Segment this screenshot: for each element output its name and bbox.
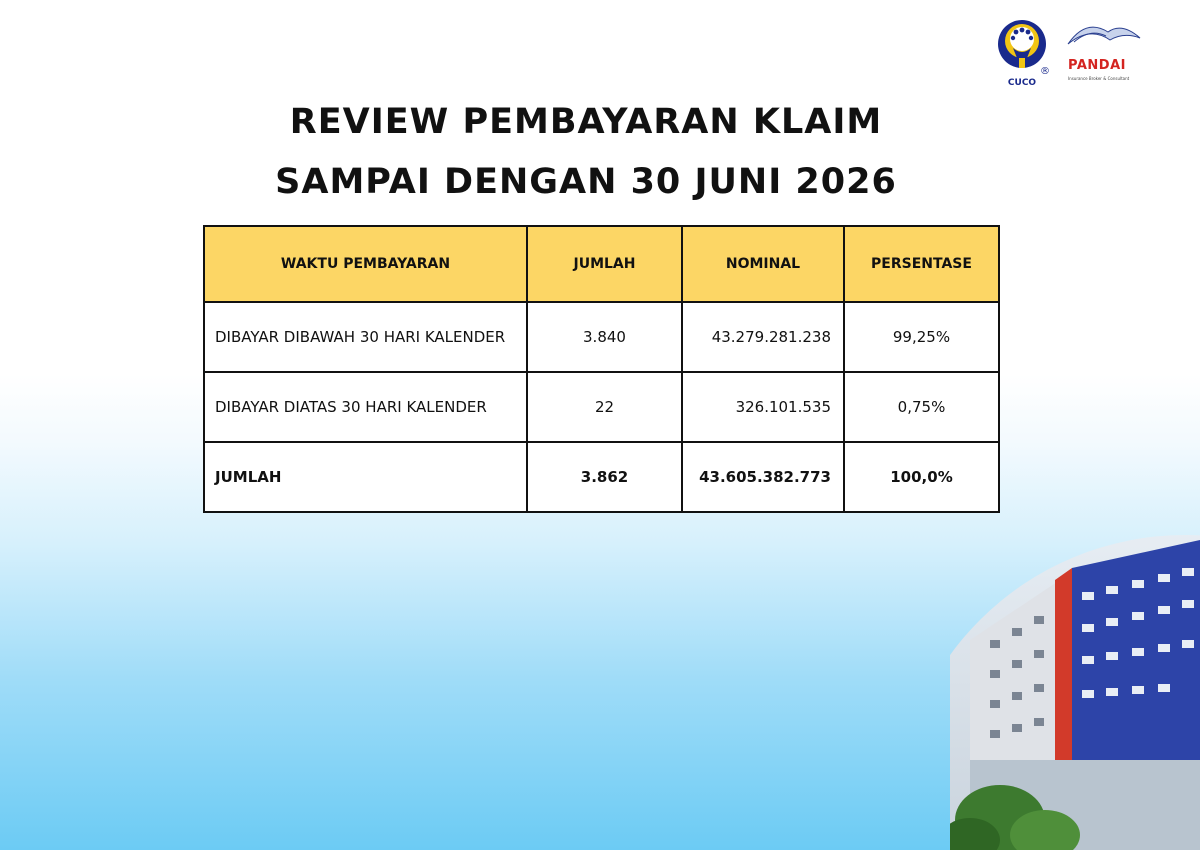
table-row [204,302,999,372]
cell-waktu: DIBAYAR DIBAWAH 30 HARI KALENDER [204,302,527,372]
header-nominal: NOMINAL [682,226,844,302]
header-jumlah: JUMLAH [527,226,682,302]
logo-group [996,14,1142,96]
total-nominal: 43.605.382.773 [682,442,844,512]
cell-jumlah: 3.840 [527,302,682,372]
pandai-tagline: Insurance Broker & Consultant [1068,76,1130,81]
claims-review-table [203,225,1000,513]
page-title [0,92,1172,212]
pandai-logo-text: PANDAI [1068,58,1126,73]
pandai-logo [1066,14,1142,96]
cuco-logo [996,14,1058,96]
total-jumlah: 3.862 [527,442,682,512]
table-row [204,372,999,442]
title-line-1: REVIEW PEMBAYARAN KLAIM [289,102,883,142]
title-line-2: SAMPAI DENGAN 30 JUNI 2026 [275,162,897,202]
registered-mark: ® [1040,66,1050,77]
cell-persentase: 99,25% [844,302,999,372]
table-header-row [204,226,999,302]
cell-jumlah: 22 [527,372,682,442]
total-label: JUMLAH [204,442,527,512]
cell-nominal: 326.101.535 [682,372,844,442]
cell-waktu: DIBAYAR DIATAS 30 HARI KALENDER [204,372,527,442]
building-photo [950,520,1200,850]
header-persentase: PERSENTASE [844,226,999,302]
cuco-logo-text: CUCO [1007,78,1037,88]
table-total-row [204,442,999,512]
cell-nominal: 43.279.281.238 [682,302,844,372]
header-waktu-pembayaran: WAKTU PEMBAYARAN [204,226,527,302]
total-persentase: 100,0% [844,442,999,512]
cell-persentase: 0,75% [844,372,999,442]
